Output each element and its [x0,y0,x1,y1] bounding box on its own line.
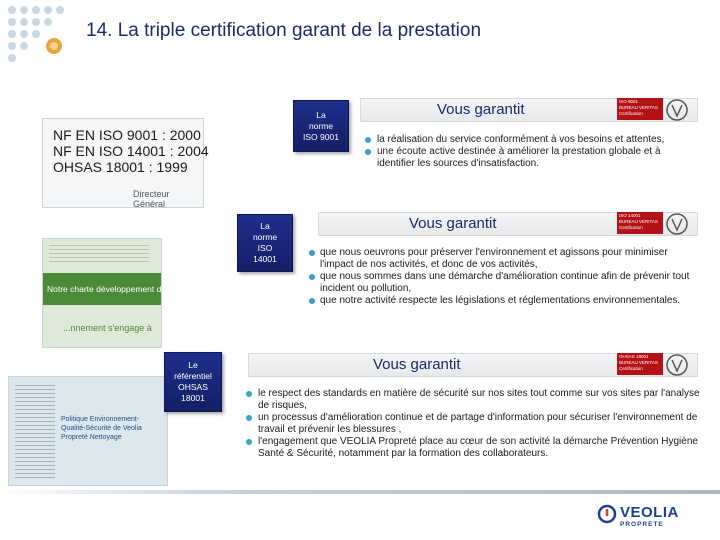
list-item: que notre activité respecte les législations et réglementations environnementales. [320,295,700,307]
guarantee-heading: Vous garantit [437,101,525,118]
charter-bottom-text: ...nnement s'engage à [63,323,152,333]
list-item: que nous oeuvrons pour préserver l'environnement et agissons pour minimiser l'impact de nos activités, et donc de vos activités, [320,247,700,271]
label-line: La [260,221,270,231]
policy-header: Politique Environnement-Qualité-Sécurité de Veolia Propreté Nettoyage [61,416,142,441]
bureau-veritas-seal-icon [665,96,689,124]
list-item: la réalisation du service conformément à vos besoins et attentes, [377,134,697,146]
guarantee-bar-iso-9001 [360,98,698,122]
bullet-list-ohsas-18001 [258,388,708,460]
charter-band-text: Notre charte développement durable [47,284,185,294]
logo-subtitle: PROPRETE [620,521,664,528]
label-line: référentiel [174,371,212,381]
list-item: que nous sommes dans une démarche d'amélioration continue afin de prévenir tout incident ou pollution, [320,271,700,295]
label-line: 14001 [253,254,277,264]
label-line: ISO [257,243,273,253]
text-lines-decoration [15,385,55,479]
certification-badge-label: ISO 9001 BUREAU VERITAS Certification [617,98,663,120]
bureau-veritas-seal-icon [665,351,689,379]
logo-name: VEOLIA [620,504,679,521]
charter-band [43,273,185,305]
guarantee-heading: Vous garantit [373,356,461,373]
list-item: une écoute active destinée à améliorer la prestation globale et à identifier les sources d'insatisfaction. [377,146,697,170]
label-iso-9001 [293,100,349,152]
certificate-thumbnail [42,118,209,209]
label-line: Le [188,360,198,370]
label-line: OHSAS [178,382,208,392]
list-item: l'engagement que VEOLIA Propreté place au cœur de son activité la démarche Prévention Hygiène Santé & Sécurité, notamment par la formation des collaborateurs. [258,436,708,460]
certification-badge-label: ISO 14001 BUREAU VERITAS Certification [617,212,663,234]
page-title: 14. La triple certification garant de la prestation [86,20,482,41]
label-line: ISO 9001 [303,131,339,142]
guarantee-bar-iso-14001 [318,212,698,236]
guarantee-bar-ohsas-18001 [248,353,698,377]
charter-thumbnail [42,238,185,348]
footer-divider [0,490,720,494]
bullet-list-iso-9001 [377,134,697,170]
label-line: norme [308,120,334,131]
veolia-logo-icon [598,505,616,523]
bullet-list-iso-14001 [320,247,700,307]
certification-badge-label: OHSAS 18001 BUREAU VERITAS Certification [617,353,663,375]
label-line: norme [252,232,278,242]
list-item: le respect des standards en matière de sécurité sur nos sites tout comme sur vos sites par l'analyse de risques, [258,388,708,412]
policy-thumbnail [8,376,168,486]
label-line: 18001 [181,393,205,403]
bureau-veritas-seal-icon [665,210,689,238]
label-ohsas-18001 [164,352,222,412]
list-item: un processus d'amélioration continue et de partage d'information pour sécuriser l'environnement de travail et prévenir les blessures , [258,412,708,436]
guarantee-heading: Vous garantit [409,215,497,232]
label-line: La [316,109,326,120]
certification-badge [617,210,689,238]
certificate-line: NF EN ISO 9001 : 2000 [53,127,201,143]
text-lines-decoration [49,245,149,265]
label-iso-14001 [237,214,293,272]
certificate-line: OHSAS 18001 : 1999 [53,159,188,175]
certification-badge [617,351,689,379]
certification-badge [617,96,689,124]
certificate-signature: Directeur Général [133,189,170,209]
certificate-line: NF EN ISO 14001 : 2004 [53,143,209,159]
veolia-logo [598,502,708,532]
